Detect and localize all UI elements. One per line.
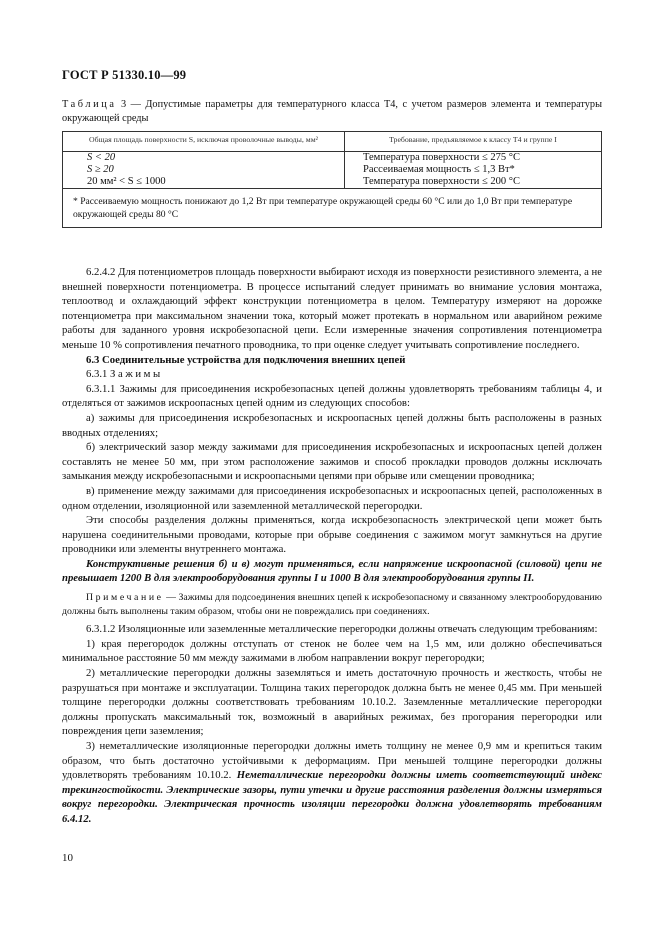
note-label: Примечание <box>86 592 164 604</box>
table-caption <box>62 98 602 126</box>
list-item <box>62 739 602 827</box>
area-value: S ≥ 20 <box>87 163 114 175</box>
parameters-table <box>62 131 602 228</box>
page-number: 10 <box>62 852 73 864</box>
table-footnote: * Рассеиваемую мощность понижают до 1,2 Вт при температуре окружающей среды 60 °С или до 1,0 Вт при температуре окружающей среды 80 °С <box>63 189 602 228</box>
paragraph: Эти способы разделения должны применяться, когда искробезопасность электрической цепи может быть нарушена соединительными проводами, которые при обрыве соединения с зажимом могут замкнуться на другие проводники или элементы внутреннего монтажа. <box>62 514 602 556</box>
area-value: 20 мм² < S ≤ 1000 <box>87 175 166 187</box>
list-item: 1) края перегородок должны отступать от стенок не более чем на 1,5 мм, или должно обеспечиваться минимальное расстояние 50 мм между зажимами в любом направлении вокруг перегородки; <box>62 637 602 665</box>
column-header-requirement: Требование, предъявляемое к классу Т4 и группе I <box>345 132 602 152</box>
list-item: 2) металлические перегородки должны заземляться и иметь достаточную прочность и жесткость, чтобы не разрушаться при монтаже и эксплуатации. Толщина таких перегородок должна быть не менее 0,45 мм. При меньшей толщине перегородки должны соответствовать требованиям 10.10.2. Заземленные металлические перегородки должны пропускать максимальный ток, возможный в аварийных режимах, без прогорания перегородки или повреждения цепи заземления; <box>62 667 602 738</box>
table-caption-label: Таблица <box>62 99 117 110</box>
column-header-area: Общая площадь поверхности S, исключая проволочные выводы, мм² <box>63 132 345 152</box>
requirement-value: Температура поверхности ≤ 275 °C <box>363 151 520 163</box>
subsection-heading <box>62 367 602 382</box>
list-item-italic: Неметаллические перегородки должны иметь соответствующий индекс трекингостойкости. Электрические зазоры, пути утечки и другие расстояния разделения должны измеряться вокруг перегородки. Электрическая прочность изоляции перегородки должна удовлетворять требованиям 6.4.12. <box>62 769 602 825</box>
area-cell <box>63 151 345 189</box>
note <box>62 591 602 618</box>
paragraph: 6.3.1.2 Изоляционные или заземленные металлические перегородки должны отвечать следующим требованиям: <box>86 623 598 636</box>
area-value: S < 20 <box>87 151 116 163</box>
list-item-text: 3) неметаллические изоляционные перегородки должны иметь толщину не менее 0,9 мм и крепиться таким образом, что быть достаточно устойчивыми к деформациям. При меньшей толщине перегородки должны удовлетворять требованиям 10.10.2. <box>62 740 602 782</box>
requirement-value: Температура поверхности ≤ 200 °C <box>363 175 520 187</box>
list-item: а) зажимы для присоединения искробезопасных и искроопасных цепей должны быть расположены в разных вводных отделениях; <box>62 411 602 439</box>
table-header-row <box>63 132 602 152</box>
requirement-value: Рассеиваемая мощность ≤ 1,3 Вт* <box>363 163 515 175</box>
subsection-title: Зажимы <box>110 368 163 381</box>
list-item: б) электрический зазор между зажимами для присоединения искробезопасных и искроопасных цепей должен составлять не менее 50 мм, при этом расположение зажимов и способ прокладки проводов должны исключать замыкания между искробезопасными и искроопасными цепями при обрыве или смещении проводника; <box>62 441 602 483</box>
list-item: в) применение между зажимами для присоединения искробезопасных и искроопасных цепей, расположенных в одном отделении, изоляционной или заземленной металлической перегородки. <box>62 484 602 512</box>
paragraph: 6.2.4.2 Для потенциометров площадь поверхности выбирают исходя из поверхности резистивного элемента, а не внешней поверхности потенциометра. В процессе испытаний следует принимать во внимание условия монтажа, теплоотвод и охлаждающий эффект конструкции потенциометра в целом. Температуру измеряют на дорожке потенциометра при максимальном значении тока, который может протекать в нормальном или аварийном режиме работы для заданного уровня искробезопасной цепи. Если измеренные значения сопротивления потенциометра меньше 10 % сопротивления печатного проводника, то при оценке следует учитывать сопротивление последнего. <box>62 266 602 351</box>
body-text <box>62 265 602 827</box>
table-footnote-row <box>63 189 602 228</box>
requirement-cell <box>345 151 602 189</box>
section-heading: 6.3 Соединительные устройства для подключения внешних цепей <box>86 353 406 366</box>
table-caption-text: 3 — Допустимые параметры для температурного класса Т4, с учетом размеров элемента и температуры окружающей среды <box>62 99 602 124</box>
note-text: — Зажимы для подсоединения внешних цепей к искробезопасному и связанному электрооборудованию должны быть выполнены таким образом, чтобы они не повреждались при соединениях. <box>62 592 602 617</box>
paragraph-italic: Конструктивные решения б) и в) могут применяться, если напряжение искроопасной (силовой) цепи не превышает 1200 В для электрооборудования группы I и 1000 В для электрооборудования группы II. <box>62 557 602 585</box>
document-id: ГОСТ Р 51330.10—99 <box>62 68 187 82</box>
table-row <box>63 151 602 189</box>
subsection-number: 6.3.1 <box>86 368 111 381</box>
paragraph: 6.3.1.1 Зажимы для присоединения искробезопасных цепей должны удовлетворять требованиям таблицы 4, и отделяться от зажимов искроопасных цепей одним из следующих способов: <box>62 382 602 410</box>
